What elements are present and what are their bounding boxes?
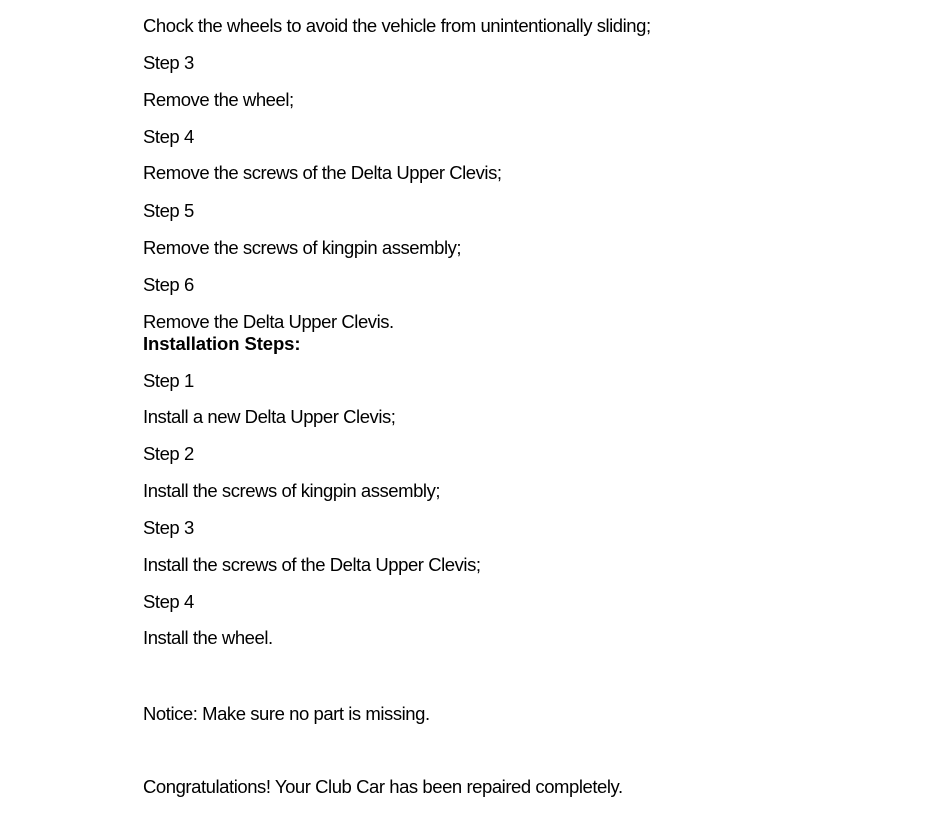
installation-step-label: Step 1 (143, 370, 194, 391)
removal-step-text: Remove the screws of kingpin assembly; (143, 237, 462, 258)
removal-step-label: Step 4 (143, 126, 194, 147)
installation-step-text: Install the wheel. (143, 627, 273, 648)
installation-heading: Installation Steps: (143, 333, 301, 354)
installation-step-text: Install a new Delta Upper Clevis; (143, 406, 396, 427)
removal-step-text: Remove the Delta Upper Clevis. (143, 311, 394, 332)
removal-step-text: Remove the wheel; (143, 89, 294, 110)
removal-step-label: Step 5 (143, 200, 194, 221)
installation-step-text: Install the screws of kingpin assembly; (143, 480, 441, 501)
installation-step-label: Step 4 (143, 591, 194, 612)
removal-step-label: Step 6 (143, 274, 194, 295)
installation-step-label: Step 3 (143, 517, 194, 538)
closing-text: Congratulations! Your Club Car has been repaired completely. (143, 776, 623, 797)
installation-step-label: Step 2 (143, 443, 194, 464)
removal-intro-text: Chock the wheels to avoid the vehicle from unintentionally sliding; (143, 15, 651, 36)
removal-step-label: Step 3 (143, 52, 194, 73)
removal-step-text: Remove the screws of the Delta Upper Clevis; (143, 162, 502, 183)
installation-step-text: Install the screws of the Delta Upper Clevis; (143, 554, 481, 575)
notice-text: Notice: Make sure no part is missing. (143, 703, 430, 724)
